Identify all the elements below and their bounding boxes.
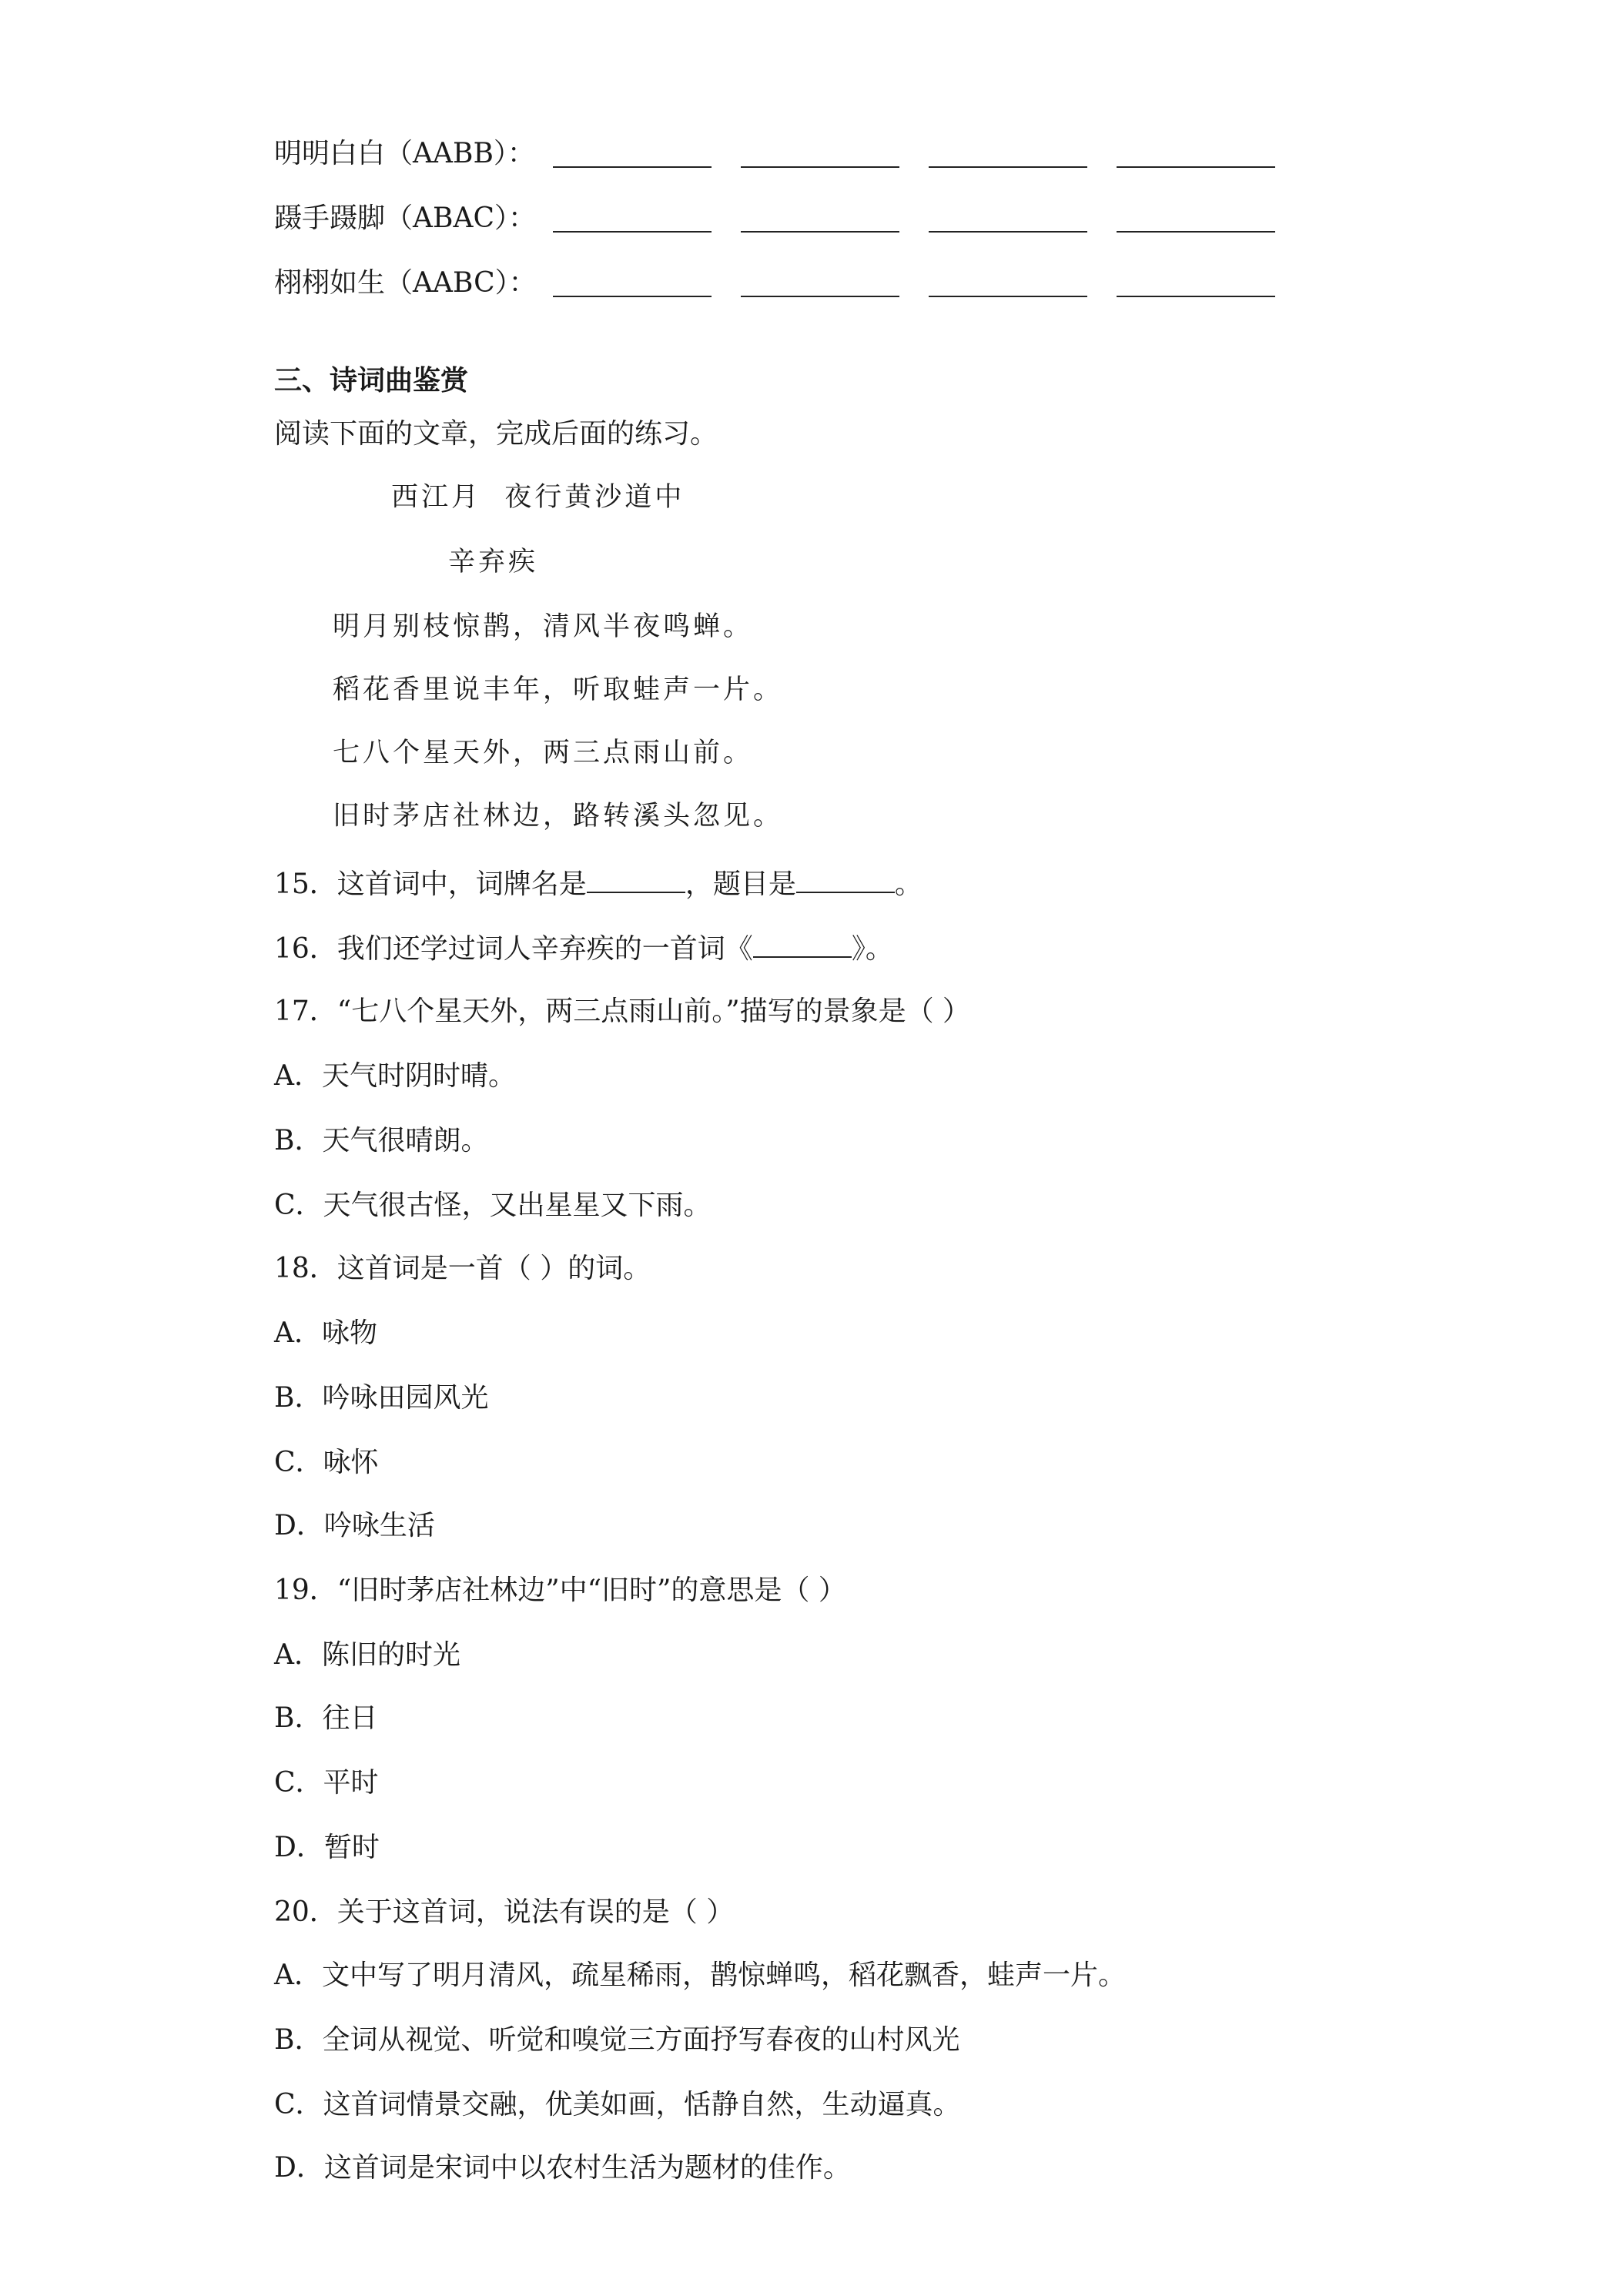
section-heading: 三、诗词曲鉴赏 [274, 364, 469, 397]
answer-blank[interactable] [741, 231, 899, 233]
option-a[interactable]: A．咏物 [274, 1317, 377, 1349]
question-text: 15．这首词中，词牌名是 [274, 869, 587, 900]
instruction-text: 阅读下面的文章，完成后面的练习。 [274, 418, 718, 450]
answer-blank[interactable] [741, 166, 899, 168]
answer-blank[interactable] [553, 231, 712, 233]
question-text: 。 [894, 869, 922, 900]
question-20-stem: 20．关于这首词，说法有误的是（ ） [274, 1896, 735, 1928]
answer-blank[interactable] [587, 864, 685, 893]
option-b[interactable]: B．吟咏田园风光 [274, 1382, 489, 1414]
question-text: 》。 [851, 933, 893, 965]
option-a[interactable]: A．天气时阴时晴。 [274, 1060, 516, 1092]
answer-blank[interactable] [929, 166, 1087, 168]
option-a[interactable]: A．文中写了明月清风，疏星稀雨，鹊惊蝉鸣，稻花飘香，蛙声一片。 [274, 1960, 1126, 1991]
option-d[interactable]: D．吟咏生活 [274, 1510, 435, 1541]
poem-line: 旧时茅店社林边，路转溪头忽见。 [333, 801, 784, 832]
idiom-label: 明明白白（AABB）： [274, 138, 535, 169]
poem-title: 西江月 夜行黄沙道中 [391, 482, 685, 513]
answer-blank[interactable] [796, 864, 895, 893]
question-text: ，题目是 [685, 869, 796, 900]
question-19-stem: 19．“旧时茅店社林边”中“旧时”的意思是（ ） [274, 1575, 846, 1606]
option-a[interactable]: A．陈旧的时光 [274, 1639, 460, 1671]
question-15 [274, 864, 922, 903]
answer-blank[interactable] [553, 296, 712, 297]
poem-line: 七八个星天外，两三点雨山前。 [333, 738, 754, 768]
idiom-row-aabb [274, 136, 535, 172]
answer-blank[interactable] [753, 929, 852, 958]
question-16 [274, 929, 893, 968]
option-b[interactable]: B．天气很晴朗。 [274, 1125, 489, 1156]
answer-blank[interactable] [1117, 166, 1275, 168]
poem-author: 辛弃疾 [448, 547, 539, 577]
option-d[interactable]: D．这首词是宋词中以农村生活为题材的佳作。 [274, 2152, 851, 2184]
question-text: 16．我们还学过词人辛弃疾的一首词《 [274, 933, 753, 965]
option-b[interactable]: B．往日 [274, 1702, 378, 1734]
answer-blank[interactable] [741, 296, 899, 297]
idiom-label: 蹑手蹑脚（ABAC）： [274, 202, 536, 234]
idiom-label: 栩栩如生（AABC）： [274, 267, 537, 299]
option-c[interactable]: C．平时 [274, 1767, 379, 1799]
option-c[interactable]: C．天气很古怪，又出星星又下雨。 [274, 1190, 712, 1221]
answer-blank[interactable] [929, 231, 1087, 233]
poem-line: 明月别枝惊鹊，清风半夜鸣蝉。 [333, 611, 754, 642]
option-c[interactable]: C．咏怀 [274, 1447, 379, 1478]
answer-blank[interactable] [929, 296, 1087, 297]
answer-blank[interactable] [1117, 231, 1275, 233]
question-18-stem: 18．这首词是一首（ ）的词。 [274, 1253, 651, 1284]
answer-blank[interactable] [553, 166, 712, 168]
poem-line: 稻花香里说丰年，听取蛙声一片。 [333, 674, 784, 705]
option-b[interactable]: B．全词从视觉、听觉和嗅觉三方面抒写春夜的山村风光 [274, 2024, 960, 2056]
option-d[interactable]: D．暂时 [274, 1832, 380, 1863]
answer-blank[interactable] [1117, 296, 1275, 297]
question-17-stem: 17．“七八个星天外，两三点雨山前。”描写的景象是（ ） [274, 996, 971, 1027]
idiom-row-abac [274, 200, 536, 237]
idiom-row-aabc [274, 265, 537, 302]
option-c[interactable]: C．这首词情景交融，优美如画，恬静自然，生动逼真。 [274, 2089, 961, 2120]
